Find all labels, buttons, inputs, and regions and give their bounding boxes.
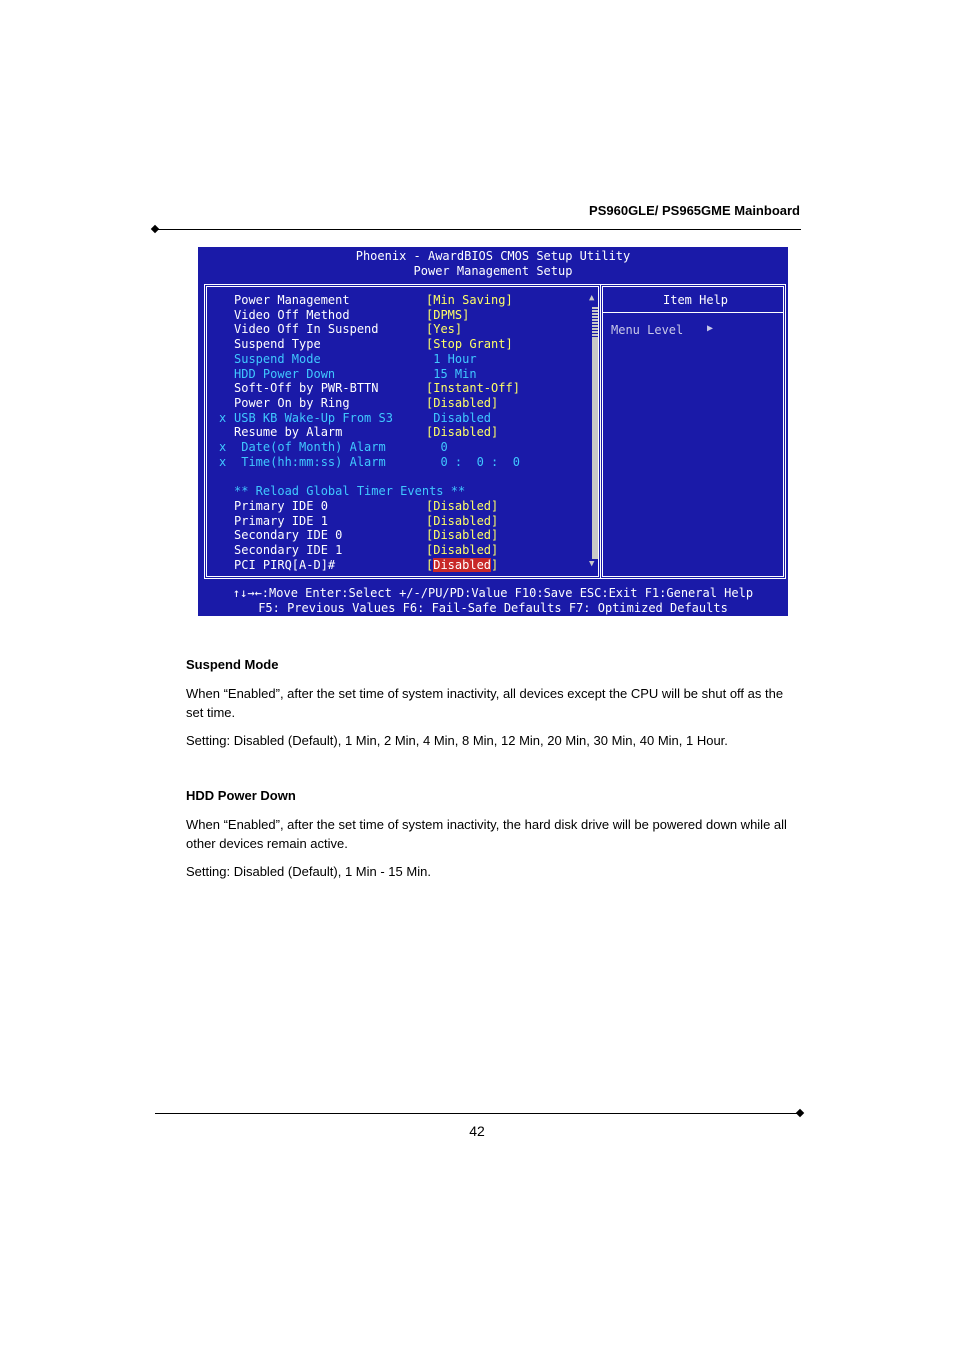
setting-value[interactable]: [Disabled] <box>426 395 499 410</box>
setting-label: Resume by Alarm <box>234 425 343 440</box>
setting-label: Primary IDE 0 <box>234 498 328 513</box>
disabled-item-marker: x <box>219 440 227 454</box>
setting-label: Date(of Month) Alarm <box>234 440 386 454</box>
setting-value: 0 : 0 : 0 <box>426 454 520 469</box>
page-number: 42 <box>469 1123 485 1139</box>
bios-subtitle: Power Management Setup <box>413 264 573 278</box>
setting-label: HDD Power Down <box>234 366 336 381</box>
setting-value[interactable]: [Disabled] <box>426 425 499 440</box>
setting-value[interactable]: [Min Saving] <box>426 293 513 307</box>
bottom-rule-diamond <box>796 1109 804 1117</box>
setting-label: Power Management <box>234 293 350 307</box>
disabled-item-marker: x <box>219 454 227 469</box>
setting-value: 0 <box>426 440 448 454</box>
settings-panel <box>204 284 601 579</box>
item-help-panel <box>600 284 786 579</box>
setting-label: Power On by Ring <box>234 395 350 410</box>
scroll-down-arrow-icon[interactable]: ▼ <box>589 559 595 569</box>
bios-screen <box>196 245 790 618</box>
setting-label: Time(hh:mm:ss) Alarm <box>234 454 386 469</box>
section-heading-suspend-mode: Suspend Mode <box>186 657 279 672</box>
setting-value[interactable]: [Disabled] <box>426 498 499 513</box>
setting-label: Suspend Type <box>234 337 321 352</box>
section-setting: Setting: Disabled (Default), 1 Min - 15 Min. <box>186 864 431 879</box>
section-heading-hdd-power-down: HDD Power Down <box>186 788 296 803</box>
setting-label: PCI PIRQ[A-D]# <box>234 557 336 572</box>
top-rule <box>155 229 801 230</box>
bios-footer-keys: ↑↓→←:Move Enter:Select +/-/PU/PD:Value F10:Save ESC:Exit F1:General Help <box>232 586 754 600</box>
page-header-title: PS960GLE/ PS965GME Mainboard <box>589 203 800 218</box>
setting-value-selected[interactable] <box>426 558 498 572</box>
bios-footer-defaults: F5: Previous Values F6: Fail-Safe Defaults F7: Optimized Defaults <box>258 601 728 615</box>
value-bracket-close: ] <box>491 557 499 572</box>
setting-label: Secondary IDE 0 <box>234 528 343 543</box>
setting-label: Soft-Off by PWR-BTTN <box>234 381 379 396</box>
setting-value[interactable]: [Instant-Off] <box>426 381 520 396</box>
scrollbar-thumb[interactable] <box>592 309 598 339</box>
disabled-item-marker: x <box>219 410 227 425</box>
setting-label: Suspend Mode <box>234 351 321 366</box>
item-help-title: Item Help <box>663 293 729 307</box>
section-setting: Setting: Disabled (Default), 1 Min, 2 Min, 4 Min, 8 Min, 12 Min, 20 Min, 30 Min, 40 Min, 1 Hour. <box>186 733 728 748</box>
setting-value[interactable]: [Disabled] <box>426 542 499 557</box>
bottom-rule <box>155 1113 801 1114</box>
setting-value[interactable]: [Disabled] <box>426 528 499 543</box>
setting-value[interactable]: [Yes] <box>426 322 463 337</box>
menu-level-label: Menu Level <box>611 323 684 337</box>
setting-label: ** Reload Global Timer Events ** <box>234 484 466 499</box>
highlighted-value[interactable]: Disabled <box>433 557 492 572</box>
section-paragraph: When “Enabled”, after the set time of system inactivity, all devices except the CPU will be shut off as the set time. <box>186 686 784 720</box>
setting-label: Secondary IDE 1 <box>234 542 343 557</box>
scroll-up-arrow-icon[interactable]: ▲ <box>589 293 595 303</box>
bios-title: Phoenix - AwardBIOS CMOS Setup Utility <box>355 249 631 263</box>
section-paragraph: When “Enabled”, after the set time of system inactivity, the hard disk drive will be powered down while all other devices remain active. <box>186 817 787 851</box>
scrollbar-track[interactable] <box>592 307 598 559</box>
setting-label: Video Off Method <box>234 307 350 322</box>
setting-value[interactable]: [Disabled] <box>426 513 499 528</box>
value-bracket-open: [ <box>426 557 434 572</box>
item-help-divider <box>603 312 783 313</box>
setting-label: Primary IDE 1 <box>234 513 328 528</box>
setting-value: Disabled <box>426 410 492 425</box>
setting-value[interactable]: [Stop Grant] <box>426 337 513 352</box>
setting-value: 1 Hour <box>426 351 477 366</box>
setting-value[interactable]: [DPMS] <box>426 307 470 322</box>
menu-level-arrow-icon: ▶ <box>707 323 714 334</box>
setting-label: USB KB Wake-Up From S3 <box>234 410 393 425</box>
setting-value: 15 Min <box>426 366 477 381</box>
setting-label: Video Off In Suspend <box>234 322 379 337</box>
